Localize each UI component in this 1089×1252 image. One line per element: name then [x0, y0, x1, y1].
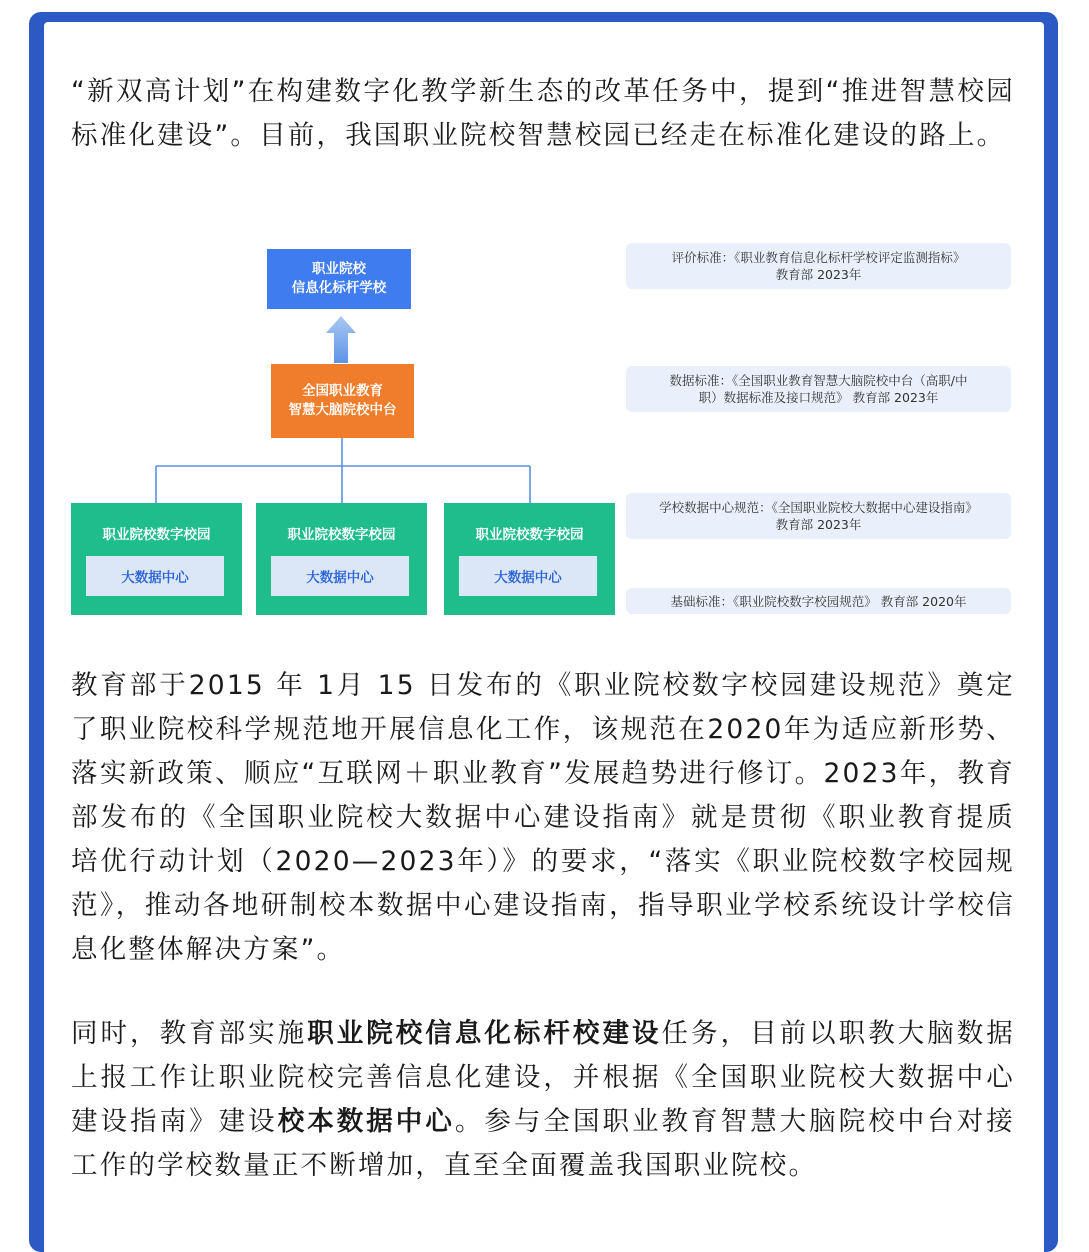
benchmark-school-line2: 信息化标杆学校: [291, 280, 387, 296]
standard-line: 基础标准：《职业院校数字校园规范》 教育部 2020年: [670, 593, 967, 609]
digital-campus-box-3: [444, 503, 615, 615]
p3-bold-datacenter: 校本数据中心: [277, 1106, 455, 1137]
standard-line: 教育部 2023年: [775, 517, 862, 532]
data-center-standard: [626, 493, 1011, 539]
standard-line: 学校数据中心规范：《全国职业院校大数据中心建设指南》: [659, 500, 978, 515]
p3-bold-benchmark: 职业院校信息化标杆校建设: [307, 1018, 662, 1049]
standard-line: 评价标准：《职业教育信息化标杆学校评定监测指标》: [671, 250, 966, 265]
body-paragraph-3: [71, 1012, 1015, 1188]
basic-standard: [626, 588, 1011, 614]
p3-text-a: 同时，教育部实施: [71, 1018, 308, 1049]
campus-title: 职业院校数字校园: [475, 527, 584, 543]
campus-title: 职业院校数字校园: [102, 527, 211, 543]
data-standard: [626, 366, 1011, 412]
benchmark-school-box: [267, 249, 411, 309]
platform-line1: 全国职业教育: [302, 383, 383, 399]
digital-campus-box-1: [71, 503, 242, 615]
benchmark-school-line1: 职业院校: [312, 261, 366, 277]
p3-text-e: 。参与全国职业教育智慧大脑院校中台对接工作的学校数量正不断增加，直至全面覆盖我国职业院校。: [71, 1106, 1015, 1181]
p3-text-c: 任务，目前以职教大脑数据上报工作让职业院校完善信息化建设，并根据《全国职业院校大数据中心建设指南》建设: [71, 1018, 1015, 1137]
intro-paragraph: “新双高计划”在构建数字化教学新生态的改革任务中，提到“推进智慧校园标准化建设”。目前，我国职业院校智慧校园已经走在标准化建设的路上。: [71, 76, 1015, 151]
evaluation-standard: [626, 243, 1011, 289]
digital-campus-box-2: [256, 503, 427, 615]
body-paragraph-2: 教育部于2015 年 1月 15 日发布的《职业院校数字校园建设规范》奠定了职业院校科学规范地开展信息化工作，该规范在2020年为适应新形势、落实新政策、顺应“互联网＋职业教育”发展趋势进行修订。2023年，教育部发布的《全国职业院校大数据中心建设指南》就是贯彻《职业教育提质培优行动计划（2020—2023年）》的要求，“落实《职业院校数字校园规范》，推动各地研制校本数据中心建设指南，指导职业学校系统设计学校信息化整体解决方案”。: [71, 670, 1015, 965]
platform-line2: 智慧大脑院校中台: [288, 402, 397, 418]
up-arrow-icon: [326, 316, 356, 363]
big-data-center: 大数据中心: [86, 556, 224, 596]
campus-title: 职业院校数字校园: [287, 527, 396, 543]
standard-line: 数据标准：《全国职业教育智慧大脑院校中台（高职/中: [669, 373, 968, 388]
smart-brain-platform-box: [271, 364, 414, 438]
big-data-center: 大数据中心: [271, 556, 409, 596]
connector-lines: [150, 438, 540, 504]
big-data-center: 大数据中心: [459, 556, 597, 596]
standard-line: 职）数据标准及接口规范》 教育部 2023年: [698, 390, 939, 405]
standard-line: 教育部 2023年: [775, 267, 862, 282]
